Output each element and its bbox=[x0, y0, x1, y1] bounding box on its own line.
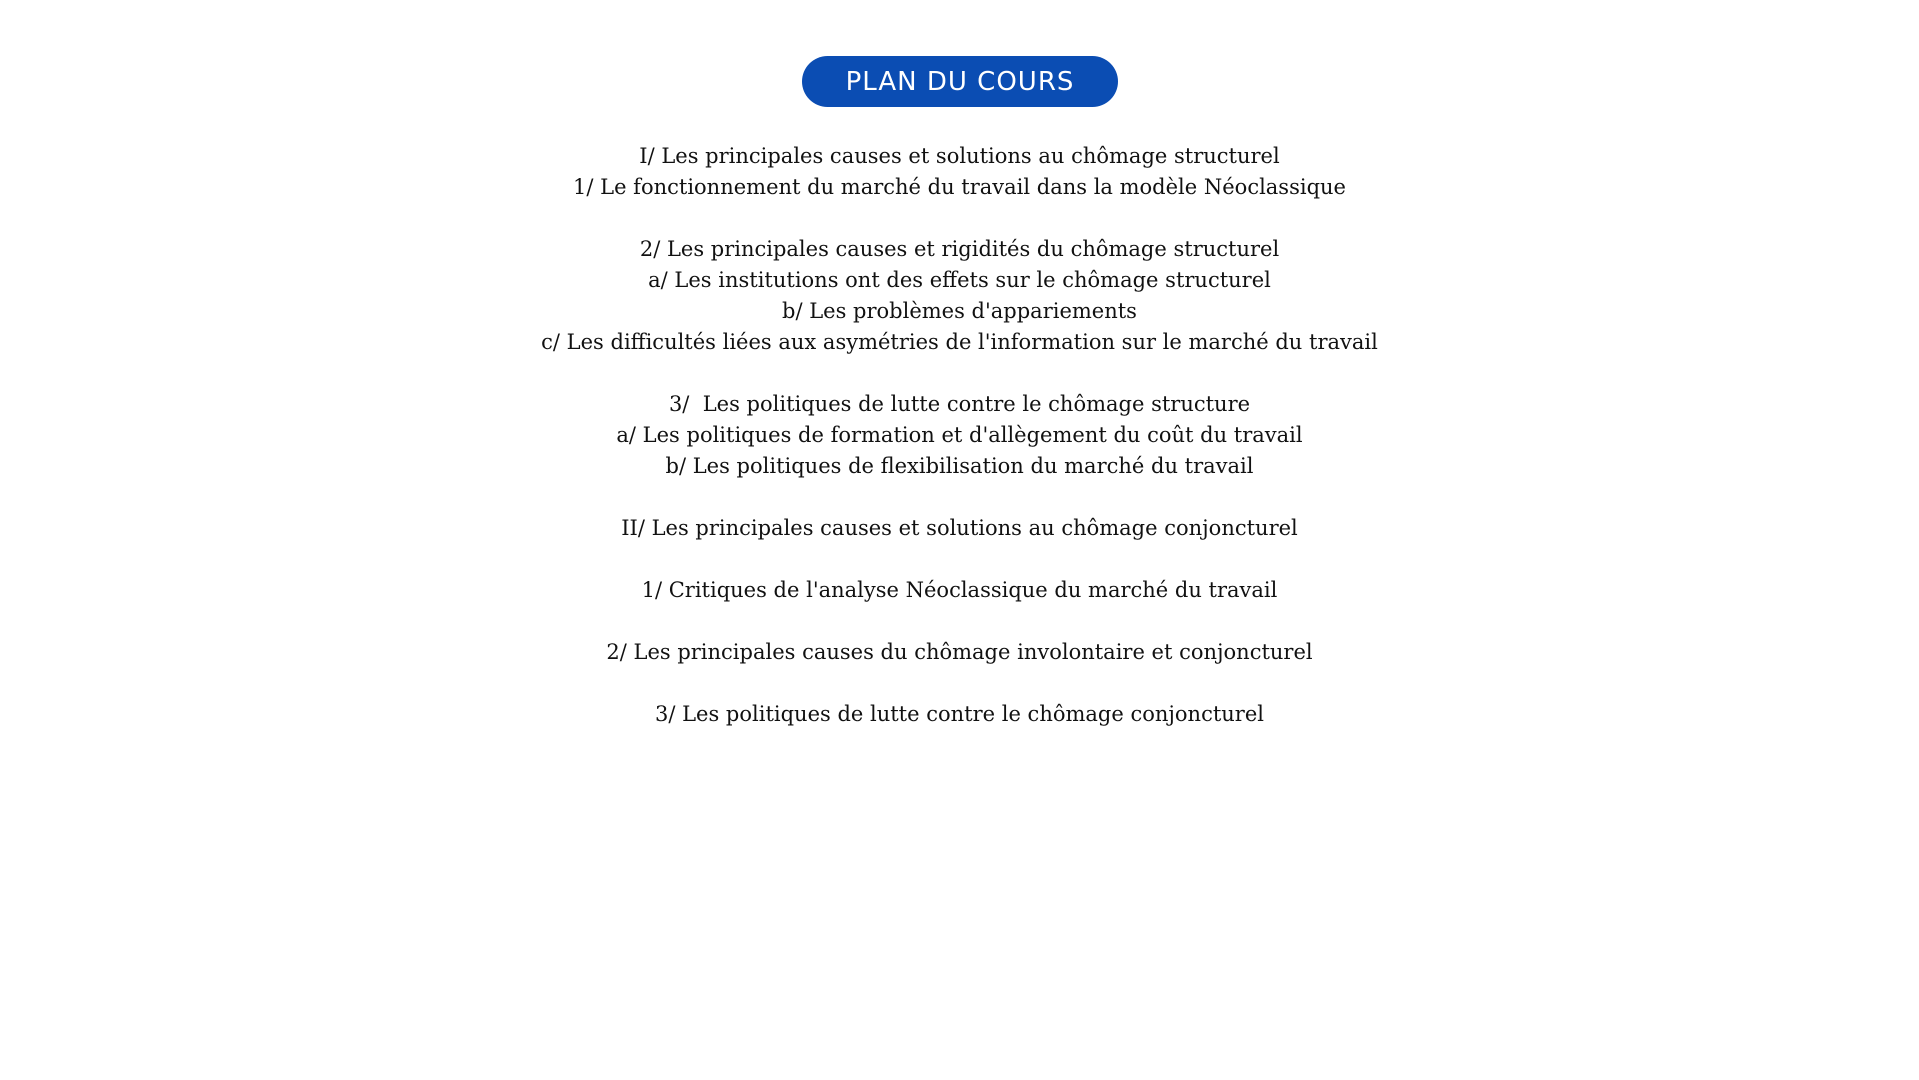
part2-section3-title: 3/ Les politiques de lutte contre le chômage conjoncturel bbox=[655, 702, 1264, 726]
spacer bbox=[0, 544, 1919, 575]
spacer bbox=[0, 482, 1919, 513]
part1-section2-title: 2/ Les principales causes et rigidités du chômage structurel bbox=[639, 237, 1280, 261]
part2-title: II/ Les principales causes et solutions au chômage conjoncturel bbox=[621, 516, 1298, 540]
spacer bbox=[0, 668, 1919, 699]
spacer bbox=[0, 203, 1919, 234]
part1-section2-item-b: b/ Les problèmes d'appariements bbox=[782, 299, 1137, 323]
spacer bbox=[0, 358, 1919, 389]
page-title: PLAN DU COURS bbox=[845, 66, 1075, 97]
part2-section2-title: 2/ Les principales causes du chômage involontaire et conjoncturel bbox=[606, 640, 1313, 664]
part2-section1-title: 1/ Critiques de l'analyse Néoclassique du marché du travail bbox=[641, 578, 1278, 602]
spacer bbox=[0, 606, 1919, 637]
part1-section2-item-c: c/ Les difficultés liées aux asymétries de l'information sur le marché du travail bbox=[541, 330, 1378, 354]
part1-title: I/ Les principales causes et solutions au chômage structurel bbox=[639, 144, 1280, 168]
course-outline bbox=[0, 141, 1919, 730]
part1-section3-item-a: a/ Les politiques de formation et d'allègement du coût du travail bbox=[616, 423, 1303, 447]
title-pill bbox=[802, 56, 1118, 107]
part1-section1-title: 1/ Le fonctionnement du marché du travail dans la modèle Néoclassique bbox=[573, 175, 1346, 199]
part1-section2-item-a: a/ Les institutions ont des effets sur le chômage structurel bbox=[648, 268, 1271, 292]
part1-section3-item-b: b/ Les politiques de flexibilisation du marché du travail bbox=[665, 454, 1254, 478]
part1-section3-title: 3/ Les politiques de lutte contre le chômage structure bbox=[668, 392, 1251, 416]
